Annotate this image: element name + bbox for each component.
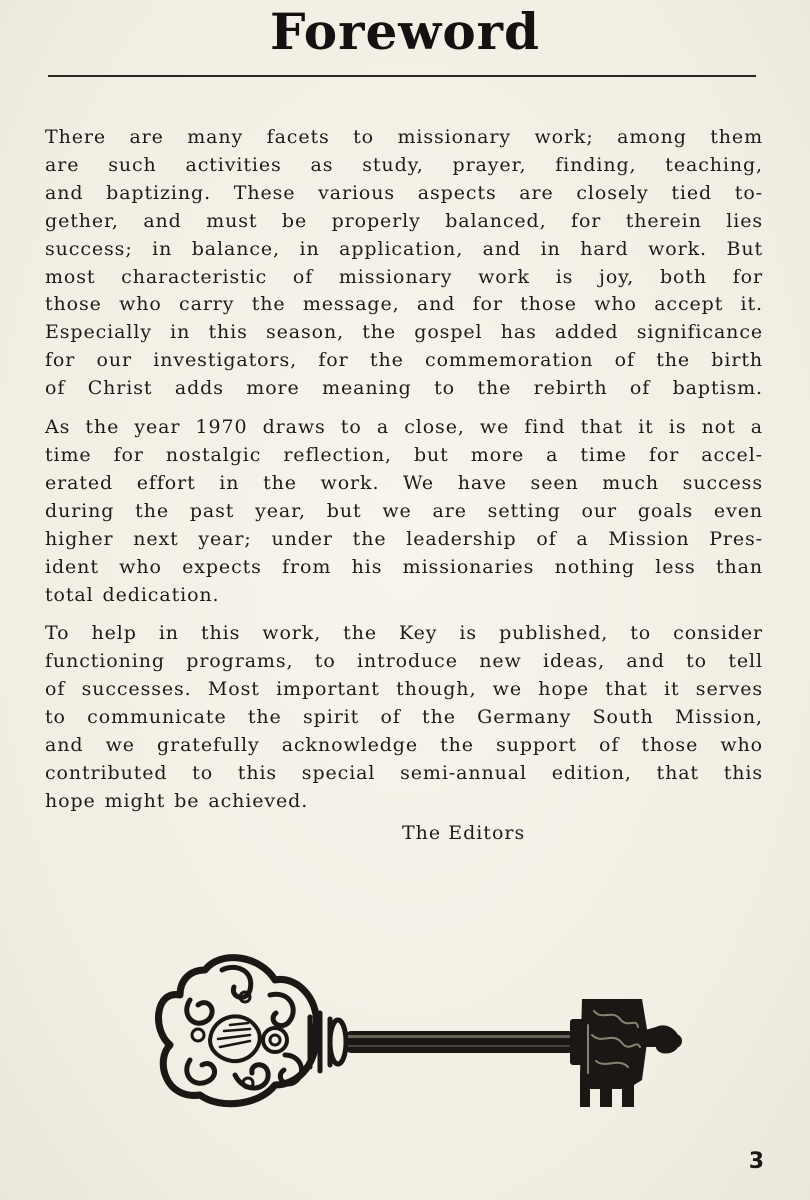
text-line: time for nostalgic reflection, but more a time for accel- bbox=[45, 443, 763, 466]
paragraph-1 bbox=[45, 124, 763, 403]
text-line: of Christ adds more meaning to the rebirth of baptism. bbox=[45, 377, 763, 400]
text-line: higher next year; under the leadership of a Mission Pres- bbox=[45, 527, 763, 550]
text-line: hope might be achieved. bbox=[45, 789, 309, 812]
text-line: gether, and must be properly balanced, for therein lies bbox=[45, 209, 763, 232]
text-line: of successes. Most important though, we hope that it serves bbox=[45, 678, 763, 701]
page-title: Foreword bbox=[270, 2, 540, 61]
text-line: contributed to this special semi-annual edition, that this bbox=[45, 761, 763, 784]
text-line: most characteristic of missionary work is joy, both for bbox=[45, 265, 763, 288]
text-line: Especially in this season, the gospel has added significance bbox=[45, 321, 763, 344]
text-line: during the past year, but we are setting our goals even bbox=[45, 499, 763, 522]
text-line: ident who expects from his missionaries nothing less than bbox=[45, 555, 763, 578]
text-line: are such activities as study, prayer, finding, teaching, bbox=[45, 153, 763, 176]
text-line: and baptizing. These various aspects are closely tied to- bbox=[45, 181, 763, 204]
text-line: To help in this work, the Key is published, to consider bbox=[45, 622, 763, 645]
text-line: total dedication. bbox=[45, 583, 220, 606]
paragraph-2 bbox=[45, 414, 763, 609]
text-line: success; in balance, in application, and in hard work. But bbox=[45, 237, 763, 260]
page-number: 3 bbox=[748, 1149, 764, 1174]
paragraph-3 bbox=[45, 620, 763, 815]
text-line: to communicate the spirit of the Germany South Mission, bbox=[45, 706, 763, 729]
text-line: functioning programs, to introduce new ideas, and to tell bbox=[45, 650, 763, 673]
title-divider bbox=[48, 75, 756, 77]
text-line: As the year 1970 draws to a close, we find that it is not a bbox=[45, 416, 763, 439]
text-line: and we gratefully acknowledge the support of those who bbox=[45, 734, 763, 757]
text-line: There are many facets to missionary work; among them bbox=[45, 126, 763, 148]
text-line: those who carry the message, and for those who accept it. bbox=[45, 293, 763, 316]
foreword-body bbox=[45, 124, 763, 827]
text-line: erated effort in the work. We have seen much success bbox=[45, 471, 763, 494]
text-line: for our investigators, for the commemoration of the birth bbox=[45, 349, 763, 372]
ornate-key-icon bbox=[150, 935, 690, 1113]
signature: The Editors bbox=[402, 822, 526, 844]
